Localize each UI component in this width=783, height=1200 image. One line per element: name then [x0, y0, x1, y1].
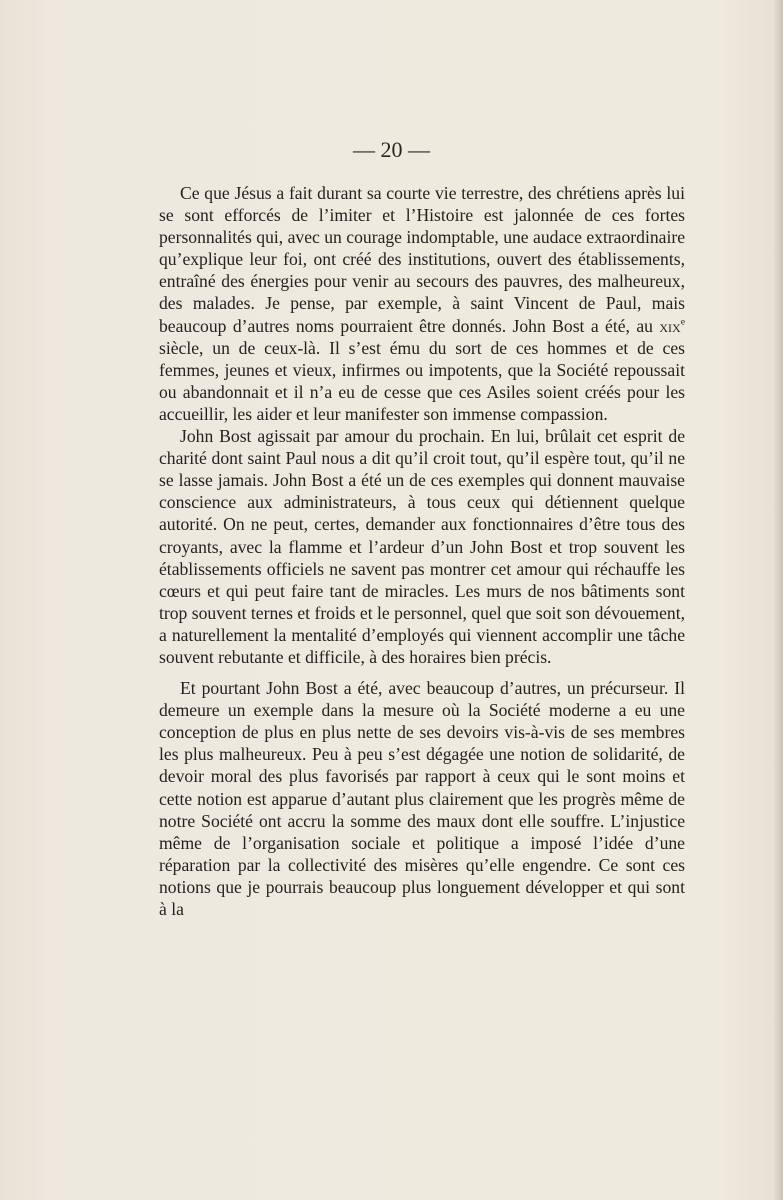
paragraph-3: Et pourtant John Bost a été, avec beaucoup d’autres, un précurseur. Il demeure un exemple dans la mesure où la Société moderne a eu une conception de plus en plus nette de ses devoirs vis-à-vis de ses membres les plus malheureux. Peu à peu s’est dégagée une notion de solidarité, de devoir moral des plus favorisés par rapport à ceux qui le sont moins et cette notion est apparue d’autant plus clairement que les progrès même de notre Société ont accru la somme des maux dont elle souffre. L’injustice même de l’organisation sociale et politique a imposé l’idée d’une réparation par la collectivité des misères qu’elle engendre. Ce sont ces notions que je pourrais beaucoup plus longuement développer et qui sont à la — [159, 678, 685, 919]
body-text — [159, 182, 685, 920]
paragraph-2: John Bost agissait par amour du prochain. En lui, brûlait cet esprit de charité dont saint Paul nous a dit qu’il croit tout, qu’il espère tout, qu’il ne se lasse jamais. John Bost a été un de ces exemples qui donnent mauvaise conscience aux administrateurs, à tous ceux qui détiennent quelque autorité. On ne peut, certes, demander aux fonctionnaires d’être tous des croyants, avec la flamme et l’ardeur d’un John Bost et trop souvent les établissements officiels ne savent pas montrer cet amour qui réchauffe les cœurs et qui peut faire tant de miracles. Les murs de nos bâtiments sont trop souvent ternes et froids et le personnel, quel que soit son dévouement, a naturellement la mentalité d’employés qui viennent accomplir une tâche souvent rebutante et difficile, à des horaires bien précis. — [159, 426, 685, 667]
century-numeral: xix — [659, 315, 681, 336]
paragraph-1-text-before: Ce que Jésus a fait durant sa courte vie terrestre, des chrétiens après lui se sont efforcés de l’imiter et l’Histoire est jalonnée de ces fortes personnalités qui, avec un courage indomptable, une audace extraordinaire qu’explique leur foi, ont créé des institutions, ouvert des établissements, entraîné des énergies pour venir au secours des pauvres, des malheureux, des malades. Je pense, par exemple, à saint Vincent de Paul, mais beaucoup d’autres noms pourraient être donnés. John Bost a été, au — [159, 183, 685, 336]
page-number: — 20 — — [353, 137, 430, 162]
page-edge-shadow — [773, 0, 783, 1200]
paragraph-1 — [159, 182, 685, 425]
paragraph-1-text-after: siècle, un de ceux-là. Il s’est ému du sort de ces hommes et de ces femmes, jeunes et vieux, infirmes ou impotents, que la Société repoussait ou abandonnait et il n’a eu de cesse que ces Asiles soient créés pour les accueillir, les aider et leur manifester son immense compassion. — [159, 337, 685, 424]
century-superscript: e — [680, 315, 685, 327]
